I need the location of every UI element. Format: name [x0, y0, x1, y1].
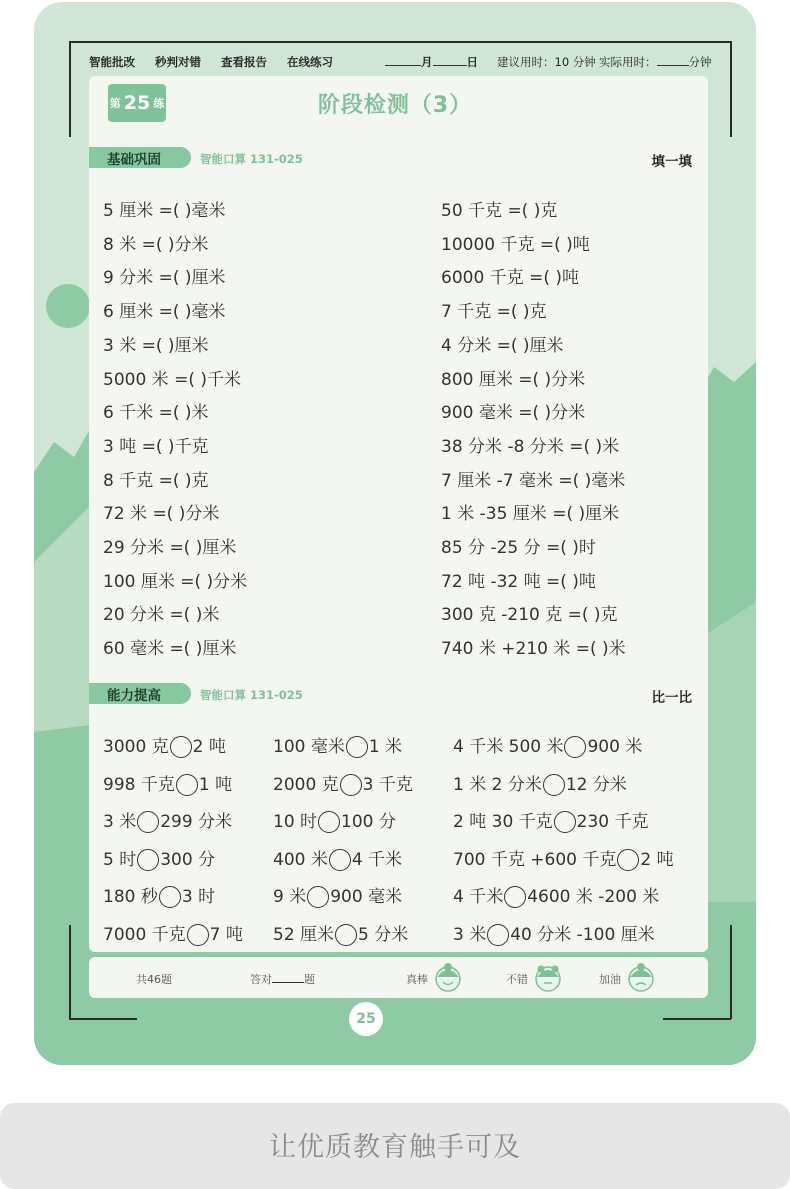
fill-question-right[interactable]: 7 厘米 -7 毫米 =( )毫米 — [441, 470, 626, 491]
compare-answer-circle[interactable] — [487, 924, 509, 946]
slogan-text: 让优质教育触手可及 — [269, 1132, 521, 1163]
actual-time-field — [599, 54, 712, 70]
rating-good-label: 不错 — [506, 973, 528, 986]
frame-bottom-left — [69, 1018, 137, 1020]
compare-question — [453, 882, 659, 908]
compare-answer-circle[interactable] — [340, 774, 362, 796]
page-number: 25 — [349, 1002, 383, 1036]
compare-left-value: 998 千克 — [103, 774, 175, 795]
badge-prefix: 第 — [109, 97, 121, 110]
fill-question-right[interactable]: 72 吨 -32 吨 =( )吨 — [441, 571, 596, 592]
compare-answer-circle[interactable] — [307, 886, 329, 908]
frame-bottom-right — [663, 1018, 731, 1020]
compare-question — [103, 882, 215, 908]
section-code-advanced: 智能口算 131-025 — [200, 688, 303, 702]
compare-left-value: 400 米 — [273, 849, 328, 870]
compare-answer-circle[interactable] — [137, 849, 159, 871]
compare-left-value: 3000 克 — [103, 737, 169, 757]
compare-right-value: 7 吨 — [209, 925, 243, 945]
compare-right-value: 40 分米 -100 厘米 — [510, 925, 655, 945]
compare-left-value: 1 米 2 分米 — [453, 774, 542, 795]
compare-question — [273, 920, 408, 946]
compare-right-value: 300 分 — [160, 849, 216, 870]
compare-left-value: 10 时 — [273, 812, 318, 833]
compare-left-value: 5 时 — [103, 849, 137, 870]
tag-online-practice[interactable]: 在线练习 — [287, 55, 333, 69]
fill-question-right[interactable]: 900 毫米 =( )分米 — [441, 403, 586, 424]
compare-right-value: 3 时 — [181, 887, 216, 908]
section-label-basic: 基础巩固 — [89, 147, 191, 168]
compare-question — [273, 845, 402, 871]
compare-left-value: 7000 千克 — [103, 925, 186, 945]
compare-answer-circle[interactable] — [176, 774, 198, 796]
day-label: 日 — [466, 55, 478, 69]
date-field — [385, 54, 478, 70]
compare-question — [103, 845, 215, 871]
compare-answer-circle[interactable] — [554, 811, 576, 833]
compare-left-value: 100 毫米 — [273, 737, 345, 757]
compare-answer-circle[interactable] — [159, 886, 181, 908]
compare-right-value: 2 吨 — [192, 737, 226, 757]
compare-question — [273, 882, 402, 908]
compare-left-value: 2000 克 — [273, 774, 339, 795]
compare-answer-circle[interactable] — [170, 736, 192, 758]
header-bar — [89, 54, 719, 70]
page-title: 阶段检测（3） — [317, 93, 473, 118]
compare-question — [453, 732, 642, 758]
fill-question-left[interactable]: 100 厘米 =( )分米 — [103, 571, 248, 592]
total-questions: 共46题 — [136, 973, 172, 986]
badge-suffix: 练 — [153, 97, 165, 110]
correct-count-field — [250, 971, 315, 987]
section-instruction-compare: 比一比 — [651, 690, 692, 706]
compare-left-value: 3 米 — [453, 925, 487, 945]
compare-question — [273, 732, 402, 758]
fill-question-right[interactable]: 85 分 -25 分 =( )时 — [441, 538, 596, 558]
compare-answer-circle[interactable] — [329, 849, 351, 871]
compare-question — [103, 732, 226, 758]
fill-question-right[interactable]: 6000 千克 =( )吨 — [441, 268, 579, 289]
fill-question-left[interactable]: 20 分米 =( )米 — [103, 605, 220, 626]
tag-view-report[interactable]: 查看报告 — [221, 55, 267, 69]
section-instruction-fill: 填一填 — [651, 154, 692, 170]
month-label: 月 — [421, 55, 433, 69]
compare-left-value: 4 千米 — [453, 887, 504, 908]
badge-number: 25 — [123, 92, 151, 114]
compare-answer-circle[interactable] — [335, 924, 357, 946]
fill-question-right[interactable]: 800 厘米 =( )分米 — [441, 369, 586, 390]
compare-right-value: 900 毫米 — [330, 887, 403, 908]
frame-left-lower — [69, 925, 71, 1019]
section-code-basic: 智能口算 131-025 — [200, 152, 303, 166]
compare-right-value: 900 米 — [587, 737, 643, 757]
fill-question-left[interactable]: 8 米 =( )分米 — [103, 234, 209, 255]
fill-question-left[interactable]: 5 厘米 =( )毫米 — [103, 201, 226, 221]
compare-answer-circle[interactable] — [137, 811, 159, 833]
section-label-advanced: 能力提高 — [89, 683, 191, 704]
suggested-time: 建议用时：10 分钟 — [497, 55, 596, 69]
compare-question — [453, 807, 649, 833]
compare-right-value: 4 千米 — [351, 849, 403, 870]
fill-question-left[interactable]: 60 毫米 =( )厘米 — [103, 639, 237, 660]
fill-question-left[interactable]: 3 米 =( )厘米 — [103, 335, 209, 356]
compare-question — [273, 770, 413, 796]
good-face-icon[interactable] — [532, 961, 564, 993]
compare-question — [453, 770, 627, 796]
fill-question-right[interactable]: 7 千克 =( )克 — [441, 302, 547, 323]
compare-answer-circle[interactable] — [564, 736, 586, 758]
compare-question — [103, 920, 243, 946]
compare-left-value: 4 千米 500 米 — [453, 737, 564, 757]
fill-question-left[interactable]: 29 分米 =( )厘米 — [103, 538, 237, 558]
compare-left-value: 3 米 — [103, 812, 137, 833]
compare-right-value: 3 千克 — [362, 774, 413, 795]
compare-right-value: 1 吨 — [198, 774, 233, 795]
compare-question — [103, 807, 232, 833]
fill-question-left[interactable]: 72 米 =( )分米 — [103, 504, 220, 525]
fill-question-left[interactable]: 6 厘米 =( )毫米 — [103, 302, 226, 323]
correct-suffix: 题 — [304, 973, 315, 986]
fill-question-left[interactable]: 5000 米 =( )千米 — [103, 369, 241, 390]
compare-left-value: 52 厘米 — [273, 925, 335, 945]
fill-question-right[interactable]: 10000 千克 =( )吨 — [441, 234, 590, 255]
compare-right-value: 299 分米 — [160, 812, 233, 833]
compare-question — [273, 807, 396, 833]
frame-top-line — [69, 41, 732, 43]
fill-question-right[interactable]: 740 米 +210 米 =( )米 — [441, 639, 626, 660]
fill-question-left[interactable]: 6 千米 =( )米 — [103, 403, 209, 424]
compare-right-value: 2 吨 — [640, 849, 674, 870]
tag-instant-check[interactable]: 秒判对错 — [155, 55, 201, 69]
tag-smart-grading[interactable]: 智能批改 — [89, 55, 135, 69]
fill-question-left[interactable]: 3 吨 =( )千克 — [103, 436, 209, 457]
compare-right-value: 12 分米 — [565, 774, 627, 795]
cheer-face-icon[interactable] — [625, 961, 657, 993]
compare-right-value: 100 分 — [341, 812, 396, 833]
compare-right-value: 230 千克 — [576, 812, 649, 833]
compare-right-value: 1 米 — [368, 737, 403, 757]
compare-question — [453, 920, 655, 946]
compare-answer-circle[interactable] — [617, 849, 639, 871]
compare-answer-circle[interactable] — [543, 774, 565, 796]
rating-great-label: 真棒 — [406, 973, 428, 986]
compare-answer-circle[interactable] — [504, 886, 526, 908]
fill-question-left[interactable]: 9 分米 =( )厘米 — [103, 268, 226, 289]
score-footer — [89, 957, 708, 998]
minute-label: 分钟 — [688, 55, 712, 69]
frame-right-lower — [730, 925, 732, 1019]
fill-question-right[interactable]: 50 千克 =( )克 — [441, 201, 558, 221]
fill-question-right[interactable]: 38 分米 -8 分米 =( )米 — [441, 436, 620, 457]
fill-question-left[interactable]: 8 千克 =( )克 — [103, 470, 209, 491]
compare-question — [103, 770, 232, 796]
compare-right-value: 4600 米 -200 米 — [527, 887, 660, 908]
fill-question-right[interactable]: 300 克 -210 克 =( )克 — [441, 605, 618, 626]
great-face-icon[interactable] — [432, 961, 464, 993]
compare-question — [453, 845, 674, 871]
compare-right-value: 5 分米 — [358, 925, 409, 945]
compare-answer-circle[interactable] — [346, 736, 368, 758]
compare-left-value: 180 秒 — [103, 887, 158, 908]
compare-left-value: 700 千克 +600 千克 — [453, 849, 617, 870]
compare-left-value: 2 吨 30 千克 — [453, 812, 553, 833]
fill-question-right[interactable]: 4 分米 =( )厘米 — [441, 335, 564, 356]
compare-left-value: 9 米 — [273, 887, 307, 908]
rating-cheer-label: 加油 — [599, 973, 621, 986]
compare-answer-circle[interactable] — [318, 811, 340, 833]
actual-time-label: 实际用时： — [599, 55, 657, 69]
fill-question-right[interactable]: 1 米 -35 厘米 =( )厘米 — [441, 504, 620, 525]
correct-prefix: 答对 — [250, 973, 272, 986]
compare-answer-circle[interactable] — [187, 924, 209, 946]
